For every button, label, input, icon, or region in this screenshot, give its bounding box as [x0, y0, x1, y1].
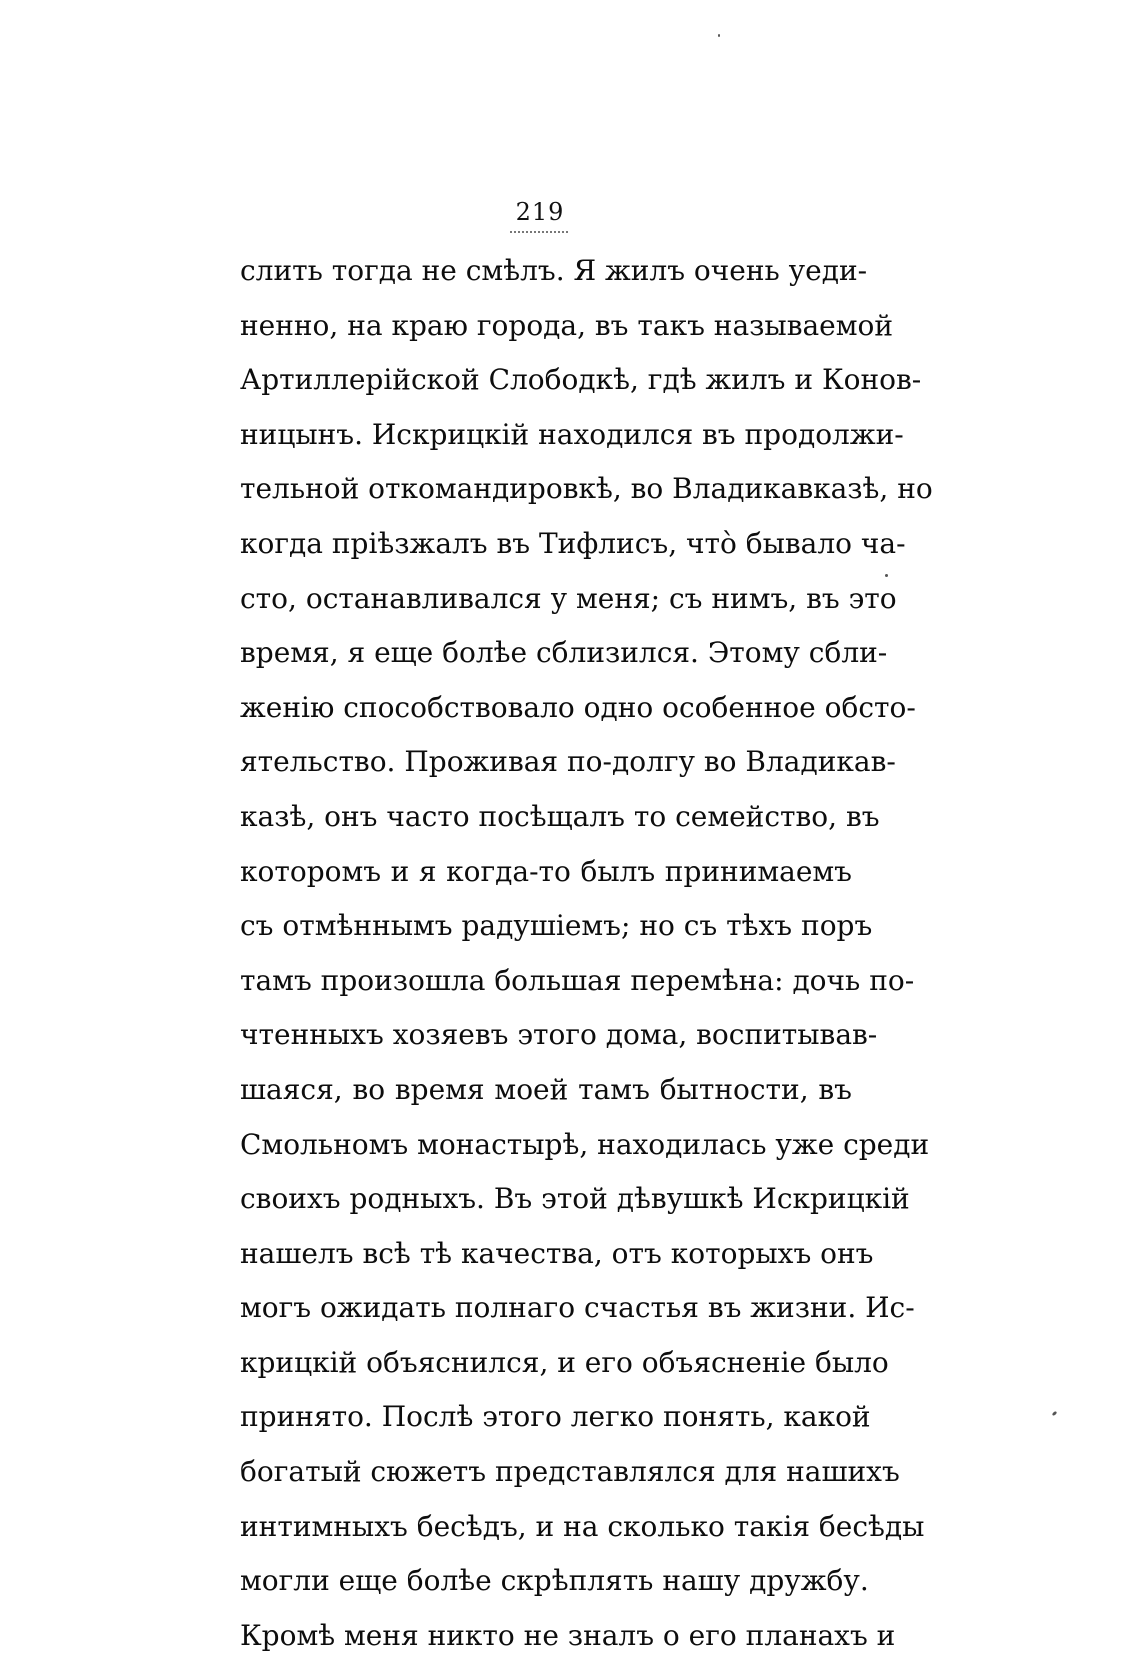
scan-speck [1052, 1411, 1058, 1417]
text-line: принято. Послѣ этого легко понять, какой [240, 1400, 871, 1434]
page-number: 219 [515, 198, 565, 226]
text-line: крицкій объяснился, и его объясненіе было [240, 1345, 889, 1379]
text-line: которомъ и я когда-то былъ принимаемъ [240, 854, 852, 888]
text-line: Артиллерійской Слободкѣ, гдѣ жилъ и Конов- [240, 363, 922, 397]
text-line: своихъ родныхъ. Въ этой дѣвушкѣ Искрицкій [240, 1182, 910, 1216]
text-line: когда пріѣзжалъ въ Тифлисъ, что̀ бывало ча- [240, 526, 906, 560]
text-line: интимныхъ бесѣдъ, и на сколько такія бесѣды [240, 1509, 925, 1543]
text-line: шаяся, во время моей тамъ бытности, въ [240, 1072, 852, 1106]
text-line: ятельство. Проживая по-долгу во Владикав- [240, 745, 896, 779]
text-line: тамъ произошла большая перемѣна: дочь по- [240, 963, 915, 997]
text-line: нашелъ всѣ тѣ качества, отъ которыхъ онъ [240, 1236, 874, 1270]
text-line: могъ ожидать полнаго счастья въ жизни. Ис- [240, 1291, 915, 1325]
scan-speck [885, 574, 888, 577]
text-line: тельной откомандировкѣ, во Владикавказѣ, но [240, 472, 933, 506]
text-line: время, я еще болѣе сблизился. Этому сбли- [240, 636, 888, 670]
body-text [240, 244, 933, 1663]
text-line: женію способствовало одно особенное обсто- [240, 690, 916, 724]
text-line: могли еще болѣе скрѣплять нашу дружбу. [240, 1564, 869, 1598]
text-line: Кромѣ меня никто не зналъ о его планахъ и [240, 1618, 896, 1652]
text-line: чтенныхъ хозяевъ этого дома, воспитывав- [240, 1018, 878, 1052]
page-number-ornament [510, 231, 568, 233]
text-line: слить тогда не смѣлъ. Я жилъ очень уеди- [240, 254, 868, 287]
text-line: ницынъ. Искрицкій находился въ продолжи- [240, 417, 904, 451]
text-line: богатый сюжетъ представлялся для нашихъ [240, 1455, 900, 1489]
text-line: ненно, на краю города, въ такъ называемой [240, 308, 894, 342]
text-line: казѣ, онъ часто посѣщалъ то семейство, въ [240, 799, 880, 833]
scan-speck [718, 34, 720, 37]
text-line: съ отмѣннымъ радушіемъ; но съ тѣхъ поръ [240, 909, 873, 943]
text-line: сто, останавливался у меня; съ нимъ, въ это [240, 581, 897, 615]
text-line: Смольномъ монастырѣ, находилась уже среди [240, 1127, 930, 1161]
